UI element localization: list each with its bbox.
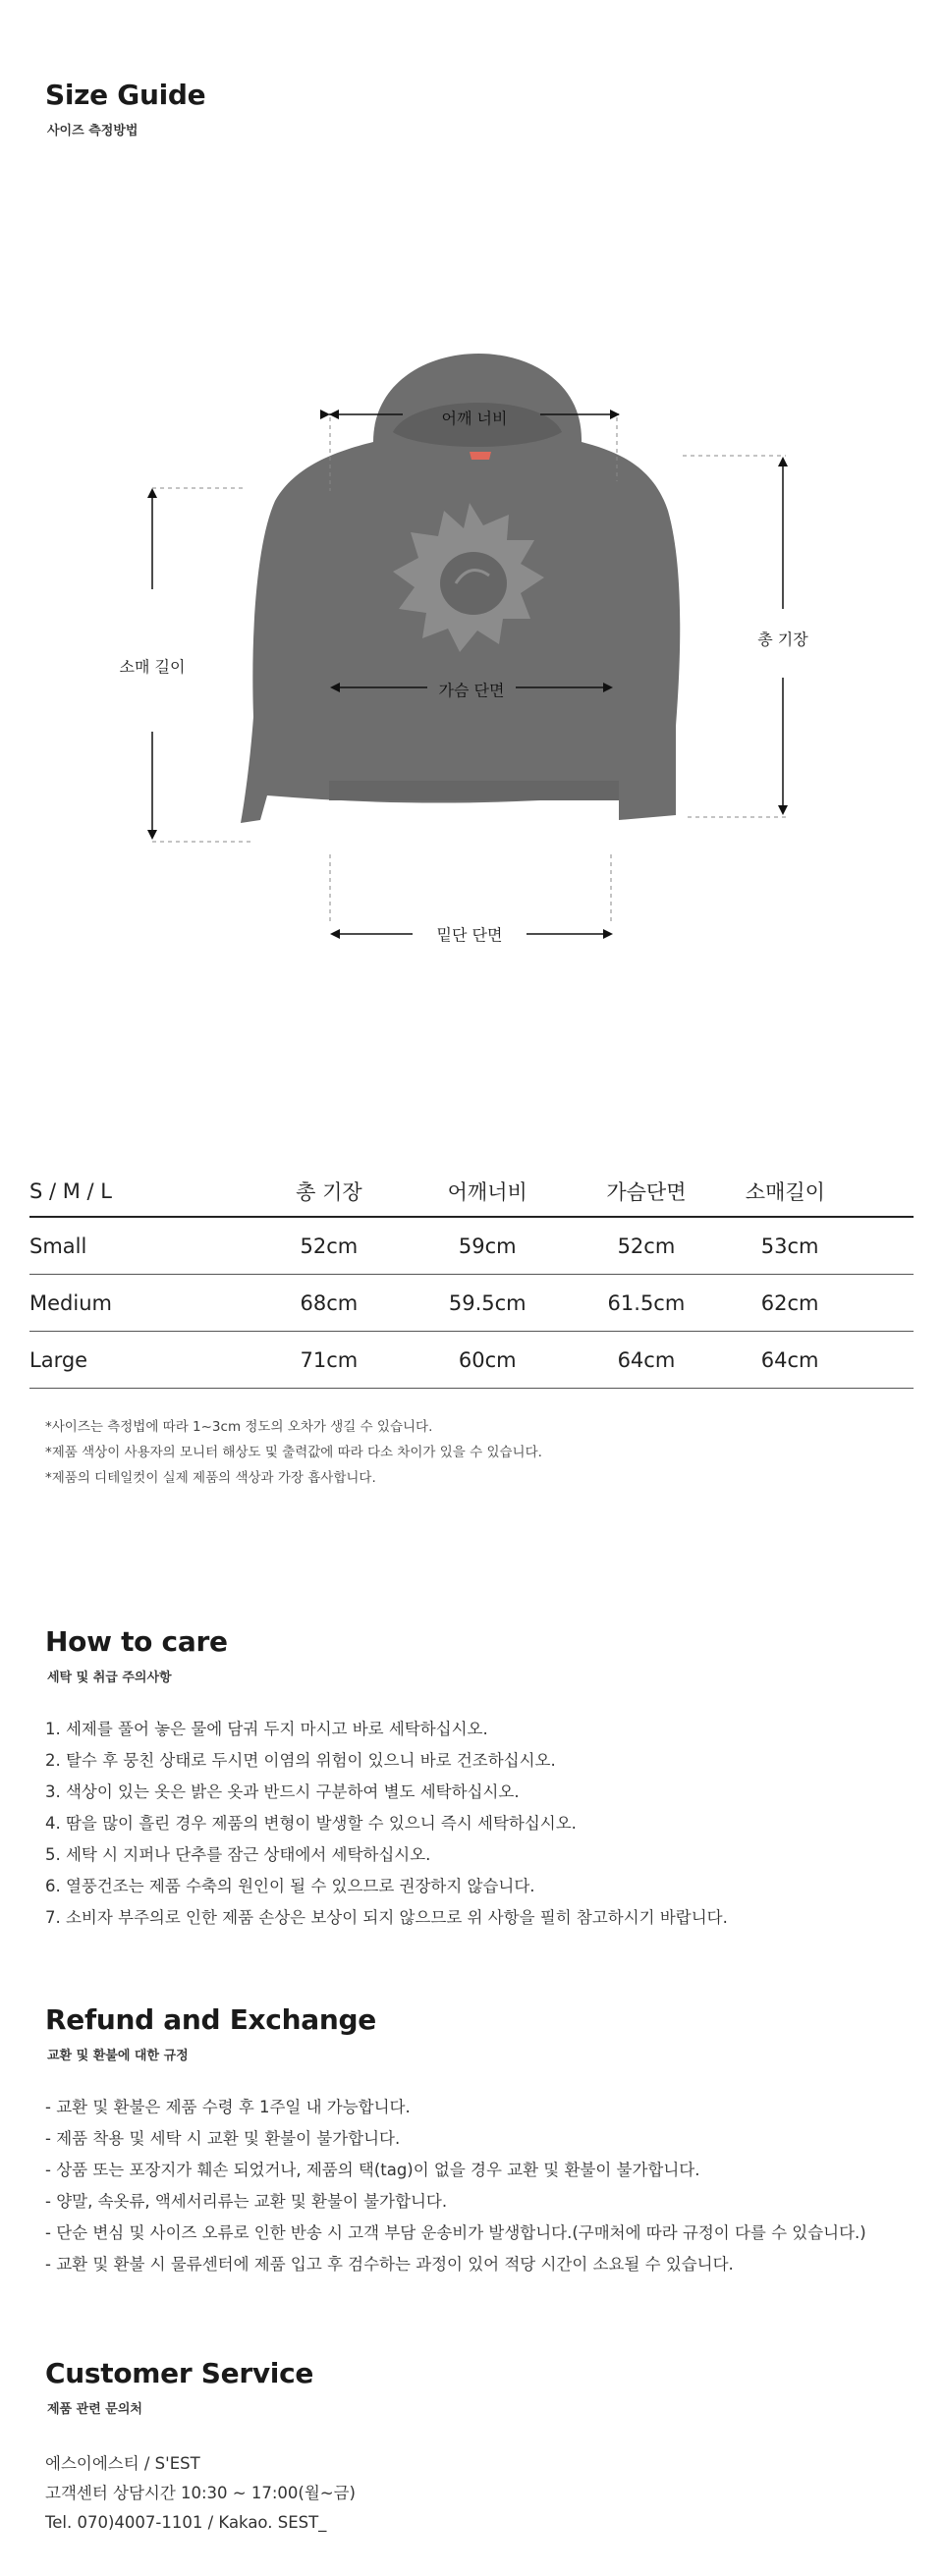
list-item: 3. 색상이 있는 옷은 밝은 옷과 반드시 구분하여 별도 세탁하십시오. bbox=[45, 1782, 520, 1801]
note-line: *제품 색상이 사용자의 모니터 해상도 및 출력값에 따라 다소 차이가 있을 수 있습니다. bbox=[45, 1445, 542, 1460]
list-item: - 제품 착용 및 세탁 시 교환 및 환불이 불가합니다. bbox=[45, 2129, 401, 2148]
list-item: 6. 열풍건조는 제품 수축의 원인이 될 수 있으므로 권장하지 않습니다. bbox=[45, 1877, 535, 1895]
list-item: - 양말, 속옷류, 액세서리류는 교환 및 환불이 불가합니다. bbox=[45, 2192, 448, 2211]
table-cell: 59.5cm bbox=[408, 1275, 567, 1332]
list-item: 2. 탈수 후 뭉친 상태로 두시면 이염의 위험이 있으니 바로 건조하십시오. bbox=[45, 1751, 556, 1770]
table-cell: 71cm bbox=[250, 1332, 408, 1389]
table-cell: 59cm bbox=[408, 1217, 567, 1275]
size-cell: Small bbox=[29, 1217, 250, 1275]
sleeve-label: 소매 길이 bbox=[119, 657, 186, 677]
table-row bbox=[29, 1275, 914, 1332]
table-cell: 62cm bbox=[726, 1275, 914, 1332]
size-table-header bbox=[29, 1177, 914, 1217]
customer-service-info bbox=[45, 2449, 356, 2538]
company-name: 에스이에스티 / S'EST bbox=[45, 2454, 200, 2473]
list-item: 1. 세제를 풀어 놓은 물에 담궈 두지 마시고 바로 세탁하십시오. bbox=[45, 1720, 488, 1738]
size-cell: Medium bbox=[29, 1275, 250, 1332]
header-size: S / M / L bbox=[29, 1177, 250, 1217]
header-sleeve: 소매길이 bbox=[726, 1177, 914, 1217]
table-row bbox=[29, 1217, 914, 1275]
list-item: 4. 땀을 많이 흘린 경우 제품의 변형이 발생할 수 있으니 즉시 세탁하십시오. bbox=[45, 1814, 577, 1833]
tag-shape bbox=[470, 452, 491, 460]
customer-service-title: Customer Service bbox=[45, 2357, 314, 2389]
contact-info: Tel. 070)4007-1101 / Kakao. SEST_ bbox=[45, 2513, 327, 2532]
table-cell: 52cm bbox=[250, 1217, 408, 1275]
size-guide-title: Size Guide bbox=[45, 79, 206, 111]
list-item: - 상품 또는 포장지가 훼손 되었거나, 제품의 택(tag)이 없을 경우 교환 및 환불이 불가합니다. bbox=[45, 2161, 700, 2179]
table-cell: 61.5cm bbox=[567, 1275, 726, 1332]
table-cell: 68cm bbox=[250, 1275, 408, 1332]
list-item: - 교환 및 환불은 제품 수령 후 1주일 내 가능합니다. bbox=[45, 2098, 411, 2116]
table-cell: 53cm bbox=[726, 1217, 914, 1275]
header-total-length: 총 기장 bbox=[250, 1177, 408, 1217]
service-hours: 고객센터 상담시간 10:30 ~ 17:00(월~금) bbox=[45, 2484, 356, 2502]
hem-label: 밑단 단면 bbox=[436, 925, 503, 945]
table-row bbox=[29, 1332, 914, 1389]
list-item: 5. 세탁 시 지퍼나 단추를 잠근 상태에서 세탁하십시오. bbox=[45, 1845, 431, 1864]
size-cell: Large bbox=[29, 1332, 250, 1389]
size-notes bbox=[45, 1414, 542, 1491]
refund-list bbox=[45, 2092, 866, 2280]
size-guide-subtitle: 사이즈 측정방법 bbox=[47, 124, 139, 138]
note-line: *사이즈는 측정법에 따라 1~3cm 정도의 오차가 생길 수 있습니다. bbox=[45, 1419, 433, 1435]
list-item: - 단순 변심 및 사이즈 오류로 인한 반송 시 고객 부담 운송비가 발생합니다.(구매처에 따라 규정이 다를 수 있습니다.) bbox=[45, 2223, 866, 2242]
care-subtitle: 세탁 및 취급 주의사항 bbox=[47, 1671, 172, 1685]
chest-label: 가슴 단면 bbox=[438, 681, 505, 700]
header-chest: 가슴단면 bbox=[567, 1177, 726, 1217]
refund-title: Refund and Exchange bbox=[45, 2003, 376, 2036]
shoulder-label: 어깨 너비 bbox=[441, 409, 508, 428]
size-table bbox=[29, 1177, 914, 1389]
care-list bbox=[45, 1714, 728, 1934]
list-item: 7. 소비자 부주의로 인한 제품 손상은 보상이 되지 않으므로 위 사항을 필히 참고하시기 바랍니다. bbox=[45, 1908, 728, 1927]
table-cell: 64cm bbox=[567, 1332, 726, 1389]
list-item: - 교환 및 환불 시 물류센터에 제품 입고 후 검수하는 과정이 있어 적당 시간이 소요될 수 있습니다. bbox=[45, 2255, 734, 2274]
refund-subtitle: 교환 및 환불에 대한 규정 bbox=[47, 2049, 189, 2063]
header-shoulder: 어깨너비 bbox=[408, 1177, 567, 1217]
table-cell: 64cm bbox=[726, 1332, 914, 1389]
total-length-label: 총 기장 bbox=[757, 630, 808, 649]
table-cell: 60cm bbox=[408, 1332, 567, 1389]
care-title: How to care bbox=[45, 1625, 228, 1658]
note-line: *제품의 디테일컷이 실제 제품의 색상과 가장 흡사합니다. bbox=[45, 1470, 376, 1486]
customer-service-subtitle: 제품 관련 문의처 bbox=[47, 2402, 142, 2417]
table-cell: 52cm bbox=[567, 1217, 726, 1275]
size-diagram bbox=[0, 285, 943, 972]
